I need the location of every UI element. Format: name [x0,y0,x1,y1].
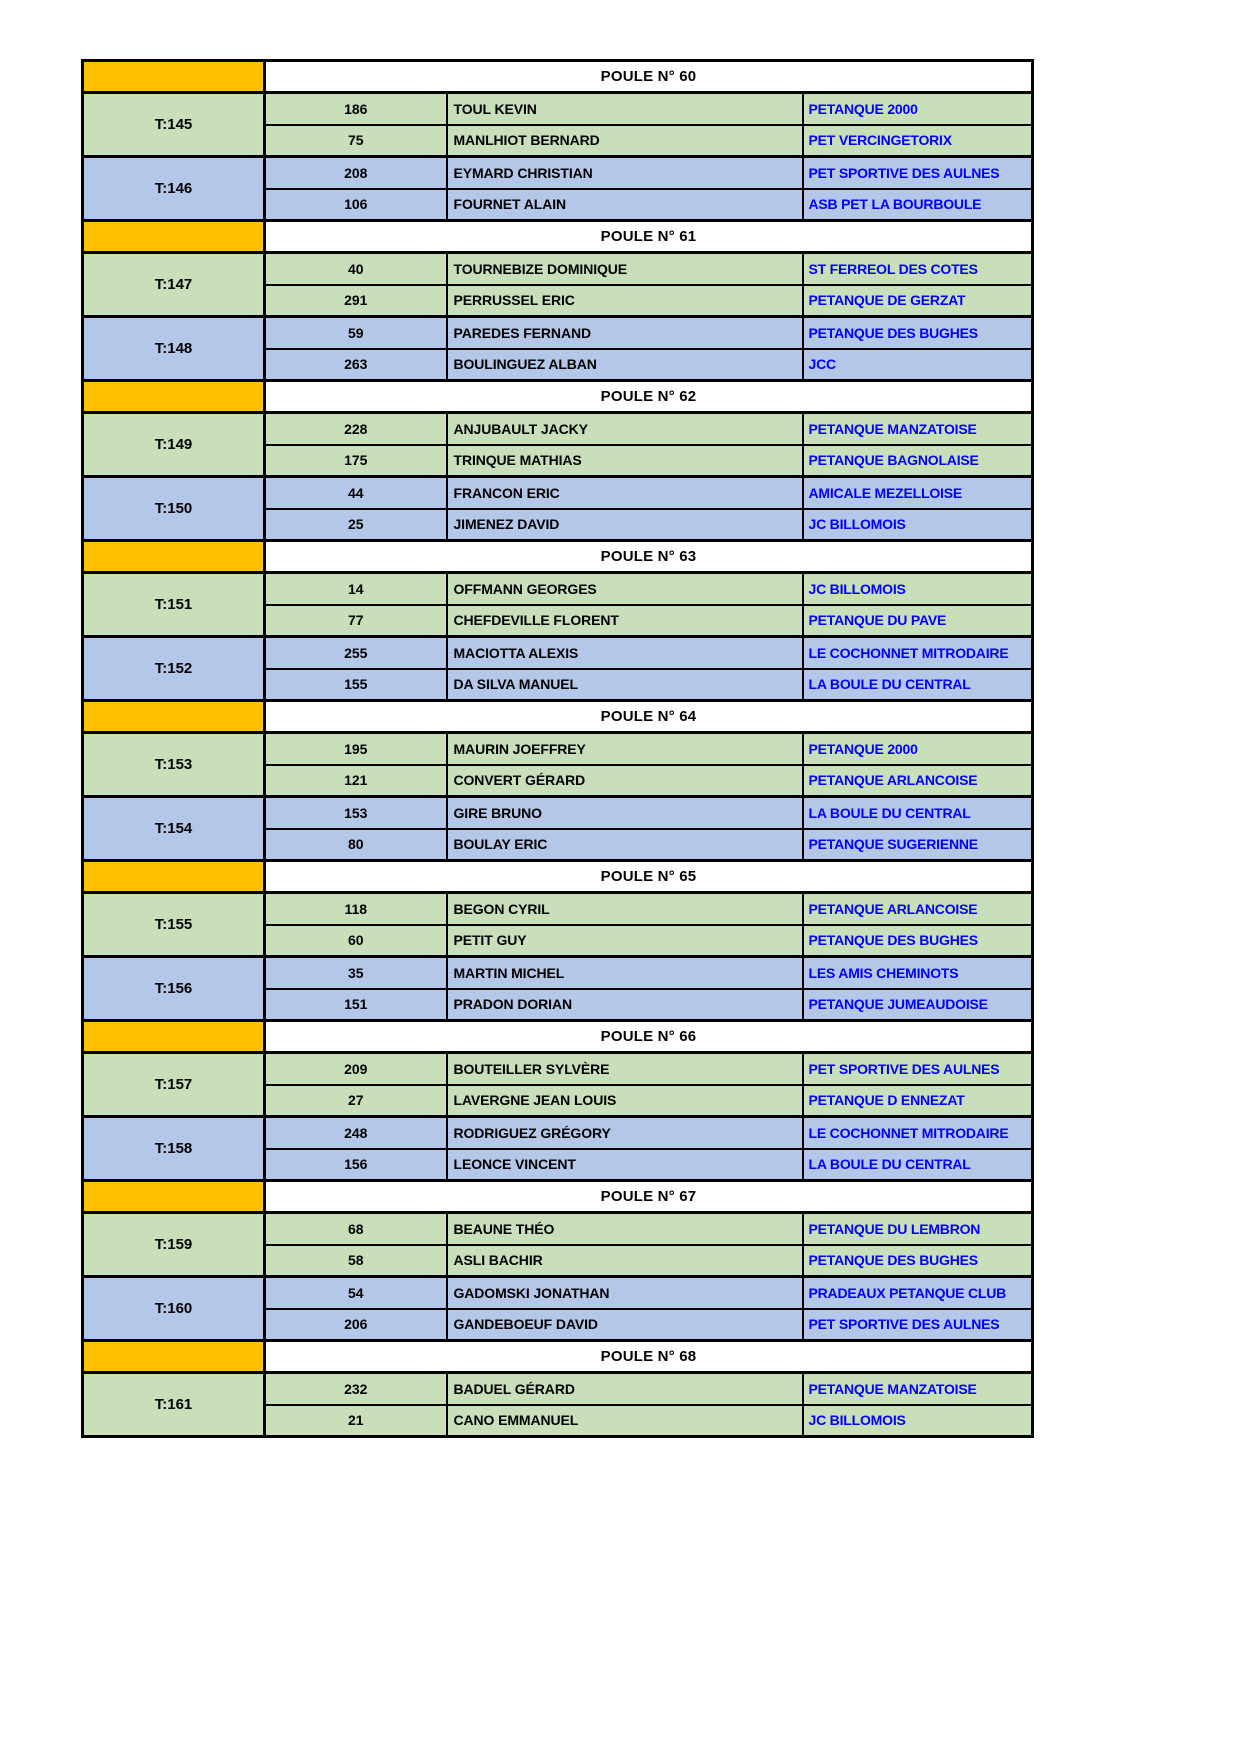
team-id-cell: T:152 [83,637,265,701]
player-number-cell: 21 [265,1405,447,1437]
player-row [83,93,1033,125]
player-row [83,733,1033,765]
player-club-cell: LE COCHONNET MITRODAIRE [803,637,1033,669]
team-id-cell: T:157 [83,1053,265,1117]
player-club-cell: JC BILLOMOIS [803,573,1033,605]
player-number-cell: 118 [265,893,447,925]
team-id-cell: T:151 [83,573,265,637]
player-club-cell: LA BOULE DU CENTRAL [803,669,1033,701]
player-number-cell: 77 [265,605,447,637]
player-number-cell: 75 [265,125,447,157]
poule-marker-cell [83,701,265,733]
poule-title: POULE N° 68 [265,1341,1033,1373]
team-id-cell: T:161 [83,1373,265,1437]
player-club-cell: PETANQUE DE GERZAT [803,285,1033,317]
poule-marker-cell [83,1341,265,1373]
player-number-cell: 40 [265,253,447,285]
player-name-cell: GANDEBOEUF DAVID [447,1309,803,1341]
poule-title: POULE N° 66 [265,1021,1033,1053]
player-name-cell: LEONCE VINCENT [447,1149,803,1181]
team-id-cell: T:154 [83,797,265,861]
player-number-cell: 209 [265,1053,447,1085]
player-number-cell: 60 [265,925,447,957]
player-number-cell: 155 [265,669,447,701]
poule-marker-cell [83,221,265,253]
poule-title: POULE N° 67 [265,1181,1033,1213]
player-number-cell: 156 [265,1149,447,1181]
player-number-cell: 80 [265,829,447,861]
team-id-cell: T:145 [83,93,265,157]
player-row [83,1117,1033,1149]
player-club-cell: PRADEAUX PETANQUE CLUB [803,1277,1033,1309]
player-number-cell: 25 [265,509,447,541]
player-number-cell: 106 [265,189,447,221]
team-id-cell: T:160 [83,1277,265,1341]
player-row [83,253,1033,285]
player-name-cell: CHEFDEVILLE FLORENT [447,605,803,637]
poules-table [81,59,1034,1438]
player-club-cell: PETANQUE DU LEMBRON [803,1213,1033,1245]
poule-title: POULE N° 64 [265,701,1033,733]
poule-marker-cell [83,61,265,93]
player-club-cell: PET SPORTIVE DES AULNES [803,1309,1033,1341]
poule-header-row [83,701,1033,733]
player-number-cell: 14 [265,573,447,605]
player-number-cell: 27 [265,1085,447,1117]
player-number-cell: 195 [265,733,447,765]
player-name-cell: BEAUNE THÉO [447,1213,803,1245]
player-name-cell: CONVERT GÉRARD [447,765,803,797]
player-number-cell: 248 [265,1117,447,1149]
player-name-cell: CANO EMMANUEL [447,1405,803,1437]
player-club-cell: ST FERREOL DES COTES [803,253,1033,285]
team-id-cell: T:148 [83,317,265,381]
poule-header-row [83,861,1033,893]
player-name-cell: GIRE BRUNO [447,797,803,829]
player-name-cell: TOURNEBIZE DOMINIQUE [447,253,803,285]
player-club-cell: ASB PET LA BOURBOULE [803,189,1033,221]
poule-title: POULE N° 62 [265,381,1033,413]
player-row [83,957,1033,989]
player-club-cell: PETANQUE DU PAVE [803,605,1033,637]
poule-marker-cell [83,861,265,893]
player-club-cell: AMICALE MEZELLOISE [803,477,1033,509]
player-number-cell: 59 [265,317,447,349]
player-club-cell: PET VERCINGETORIX [803,125,1033,157]
poule-marker-cell [83,1021,265,1053]
player-club-cell: PET SPORTIVE DES AULNES [803,157,1033,189]
player-number-cell: 54 [265,1277,447,1309]
player-club-cell: PETANQUE BAGNOLAISE [803,445,1033,477]
player-number-cell: 175 [265,445,447,477]
player-name-cell: TOUL KEVIN [447,93,803,125]
player-row [83,1053,1033,1085]
team-id-cell: T:150 [83,477,265,541]
player-name-cell: RODRIGUEZ GRÉGORY [447,1117,803,1149]
player-name-cell: ANJUBAULT JACKY [447,413,803,445]
poule-header-row [83,1181,1033,1213]
player-club-cell: PETANQUE 2000 [803,93,1033,125]
player-club-cell: PETANQUE MANZATOISE [803,1373,1033,1405]
player-club-cell: PETANQUE ARLANCOISE [803,893,1033,925]
poule-header-row [83,221,1033,253]
player-number-cell: 263 [265,349,447,381]
player-name-cell: MAURIN JOEFFREY [447,733,803,765]
player-row [83,1373,1033,1405]
player-row [83,893,1033,925]
player-name-cell: PRADON DORIAN [447,989,803,1021]
player-number-cell: 186 [265,93,447,125]
player-name-cell: FOURNET ALAIN [447,189,803,221]
player-name-cell: TRINQUE MATHIAS [447,445,803,477]
player-row [83,477,1033,509]
team-id-cell: T:156 [83,957,265,1021]
poule-header-row [83,1021,1033,1053]
poule-title: POULE N° 60 [265,61,1033,93]
player-club-cell: LA BOULE DU CENTRAL [803,797,1033,829]
poule-title: POULE N° 63 [265,541,1033,573]
poule-marker-cell [83,381,265,413]
player-name-cell: PETIT GUY [447,925,803,957]
player-name-cell: BADUEL GÉRARD [447,1373,803,1405]
player-name-cell: MANLHIOT BERNARD [447,125,803,157]
poule-header-row [83,1341,1033,1373]
player-name-cell: PERRUSSEL ERIC [447,285,803,317]
team-id-cell: T:149 [83,413,265,477]
player-club-cell: PETANQUE DES BUGHES [803,925,1033,957]
player-name-cell: BEGON CYRIL [447,893,803,925]
poule-marker-cell [83,1181,265,1213]
player-name-cell: MACIOTTA ALEXIS [447,637,803,669]
team-id-cell: T:146 [83,157,265,221]
player-row [83,1213,1033,1245]
player-number-cell: 58 [265,1245,447,1277]
team-id-cell: T:147 [83,253,265,317]
player-name-cell: OFFMANN GEORGES [447,573,803,605]
player-club-cell: LES AMIS CHEMINOTS [803,957,1033,989]
poule-title: POULE N° 65 [265,861,1033,893]
player-row [83,573,1033,605]
poule-marker-cell [83,541,265,573]
poule-title: POULE N° 61 [265,221,1033,253]
player-number-cell: 291 [265,285,447,317]
poules-table-body [83,61,1033,1437]
team-id-cell: T:159 [83,1213,265,1277]
player-name-cell: BOULINGUEZ ALBAN [447,349,803,381]
player-row [83,797,1033,829]
player-row [83,157,1033,189]
player-name-cell: FRANCON ERIC [447,477,803,509]
player-name-cell: LAVERGNE JEAN LOUIS [447,1085,803,1117]
player-number-cell: 68 [265,1213,447,1245]
team-id-cell: T:155 [83,893,265,957]
poule-header-row [83,61,1033,93]
player-name-cell: MARTIN MICHEL [447,957,803,989]
player-number-cell: 206 [265,1309,447,1341]
player-name-cell: BOULAY ERIC [447,829,803,861]
player-club-cell: PETANQUE 2000 [803,733,1033,765]
team-id-cell: T:153 [83,733,265,797]
player-club-cell: PETANQUE D ENNEZAT [803,1085,1033,1117]
player-number-cell: 153 [265,797,447,829]
player-number-cell: 232 [265,1373,447,1405]
team-id-cell: T:158 [83,1117,265,1181]
player-name-cell: ASLI BACHIR [447,1245,803,1277]
player-club-cell: PETANQUE DES BUGHES [803,1245,1033,1277]
player-club-cell: PETANQUE DES BUGHES [803,317,1033,349]
player-club-cell: PET SPORTIVE DES AULNES [803,1053,1033,1085]
player-name-cell: EYMARD CHRISTIAN [447,157,803,189]
player-name-cell: JIMENEZ DAVID [447,509,803,541]
player-name-cell: DA SILVA MANUEL [447,669,803,701]
player-club-cell: PETANQUE MANZATOISE [803,413,1033,445]
player-number-cell: 228 [265,413,447,445]
player-number-cell: 151 [265,989,447,1021]
player-club-cell: LE COCHONNET MITRODAIRE [803,1117,1033,1149]
player-name-cell: GADOMSKI JONATHAN [447,1277,803,1309]
player-club-cell: JC BILLOMOIS [803,1405,1033,1437]
player-club-cell: PETANQUE JUMEAUDOISE [803,989,1033,1021]
player-name-cell: BOUTEILLER SYLVÈRE [447,1053,803,1085]
player-club-cell: LA BOULE DU CENTRAL [803,1149,1033,1181]
player-name-cell: PAREDES FERNAND [447,317,803,349]
player-number-cell: 255 [265,637,447,669]
player-row [83,1277,1033,1309]
player-club-cell: PETANQUE SUGERIENNE [803,829,1033,861]
player-club-cell: PETANQUE ARLANCOISE [803,765,1033,797]
player-row [83,413,1033,445]
player-row [83,637,1033,669]
poule-header-row [83,381,1033,413]
poule-header-row [83,541,1033,573]
player-club-cell: JCC [803,349,1033,381]
player-row [83,317,1033,349]
player-number-cell: 35 [265,957,447,989]
player-number-cell: 44 [265,477,447,509]
player-number-cell: 121 [265,765,447,797]
player-number-cell: 208 [265,157,447,189]
player-club-cell: JC BILLOMOIS [803,509,1033,541]
